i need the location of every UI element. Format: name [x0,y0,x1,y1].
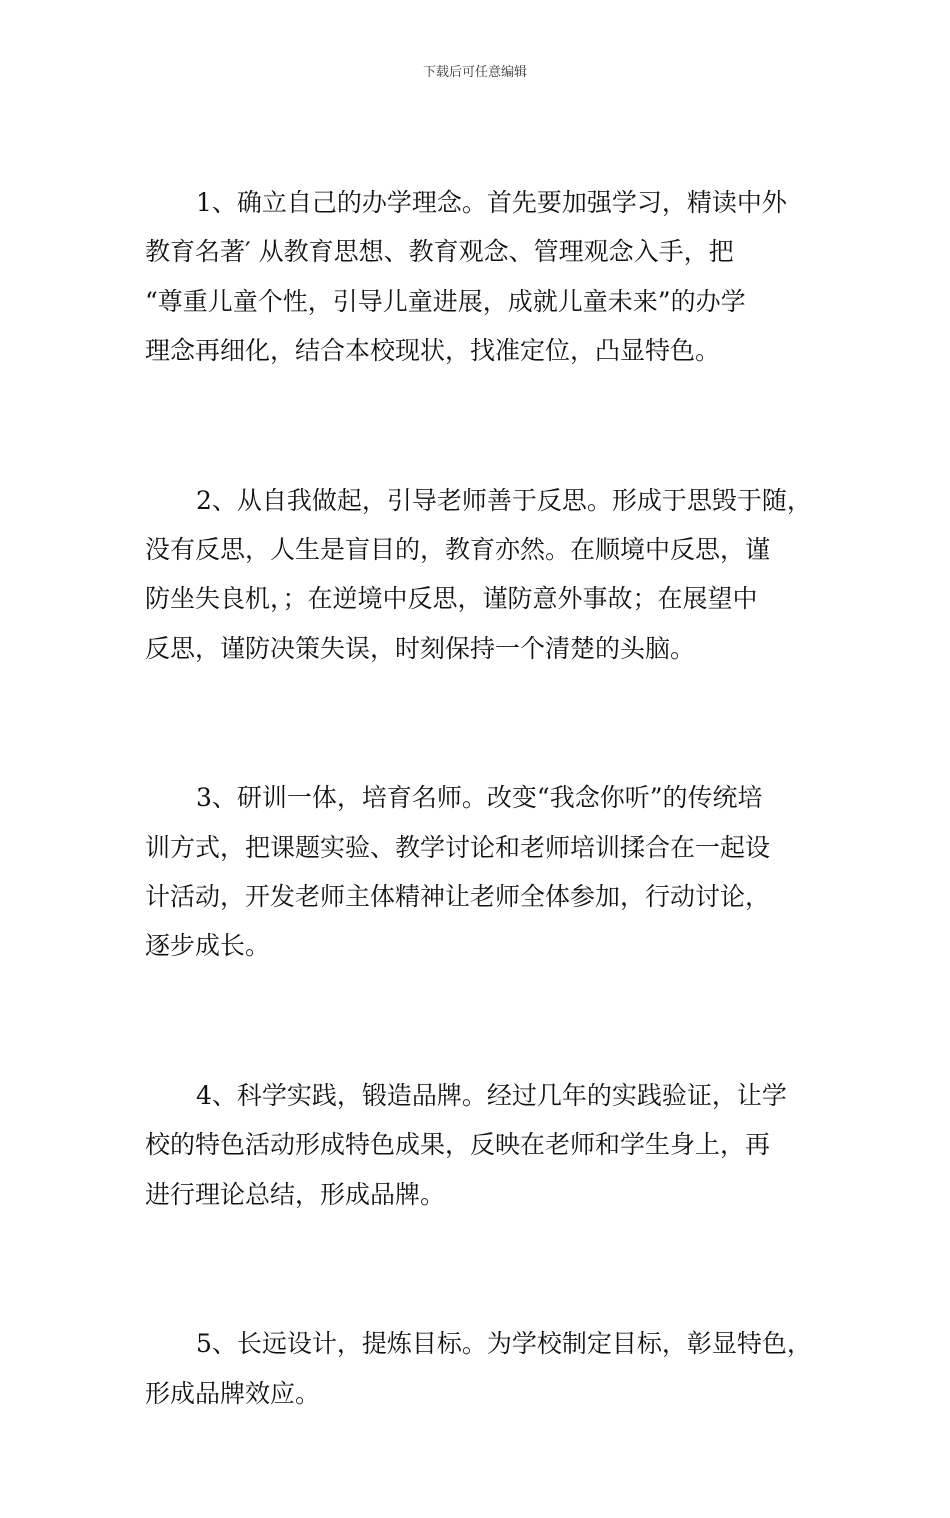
paragraph-line: “尊重儿童个性，引导儿童进展，成就儿童未来”的办学 [145,286,746,316]
paragraph-line: 校的特色活动形成特色成果，反映在老师和学生身上，再 [145,1130,771,1160]
paragraph-line: 1、确立自己的办学理念。首先要加强学习，精读中外 [196,188,787,217]
paragraph-2 [145,476,825,674]
paragraph-line: 5、长远设计，提炼目标。为学校制定目标，彰显特色， [196,1329,812,1359]
paragraph-line: 计活动，开发老师主体精神让老师全体参加，行动讨论， [145,882,771,912]
paragraph-line: 3、研训一体，培育名师。改变“我念你听”的传统培 [196,783,763,813]
paragraph-line: 训方式，把课题实验、教学讨论和老师培训揉合在一起设 [145,832,771,862]
paragraph-5 [145,1319,825,1418]
paragraph-4 [145,1071,825,1219]
paragraph-line: 防坐失良机，；在逆境中反思，谨防意外事故；在展望中 [145,584,758,614]
document-body [145,178,825,1518]
paragraph-line: 逐步成长。 [145,931,271,961]
paragraph-3 [145,773,825,971]
paragraph-line: 没有反思，人生是盲目的，教育亦然。在顺境中反思，谨 [145,535,771,565]
paragraph-line: 4、科学实践，锻造品牌。经过几年的实践验证，让学 [196,1080,787,1110]
paragraph-line: 理念再细化，结合本校现状，找准定位，凸显特色。 [145,336,721,366]
paragraph-line: 教育名著′ 从教育思想、教育观念、管理观念入手，把 [145,237,734,267]
paragraph-1 [145,178,825,376]
paragraph-line: 反思，谨防决策失误，时刻保持一个清楚的头脑。 [145,633,696,663]
paragraph-line: 进行理论总结，形成品牌。 [145,1179,446,1209]
paragraph-line: 形成品牌效应。 [145,1378,321,1408]
page-header: 下载后可任意编辑 [422,65,527,80]
paragraph-line: 2、从自我做起，引导老师善于反思。形成于思毁于随， [196,485,812,515]
